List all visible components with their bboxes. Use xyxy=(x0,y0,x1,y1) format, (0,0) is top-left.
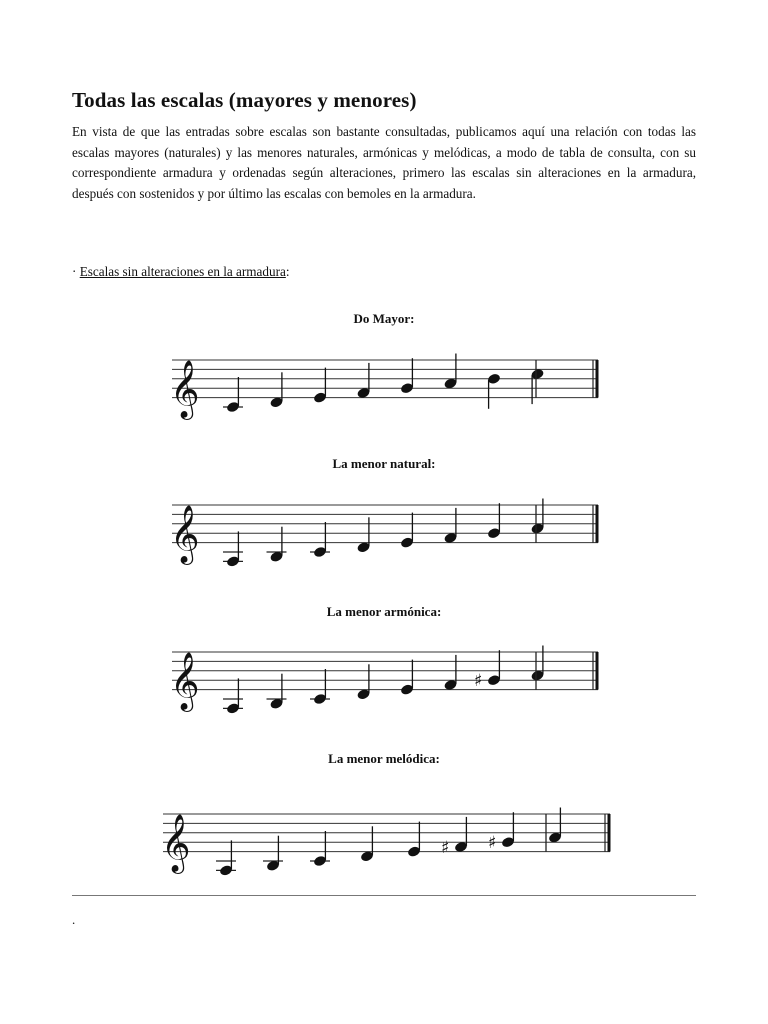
scale-title-la-menor-melodica: La menor melódica: xyxy=(328,751,440,766)
scale-title-la-menor-armonica: La menor armónica: xyxy=(326,604,442,619)
sharp-icon: ♯ xyxy=(474,671,483,692)
section-heading-link[interactable]: Escalas sin alteraciones en la armadura xyxy=(79,264,286,279)
page-title: Todas las escalas (mayores y menores) xyxy=(72,88,417,112)
sharp-icon: ♯ xyxy=(441,837,450,858)
footer-mark: . xyxy=(72,912,76,927)
intro-paragraph: En vista de que las entradas sobre escalas son bastante consultadas, publicamos aquí una relación con todas las escalas mayores (naturales) y las menores naturales, armónicas y melódicas, a modo de tabla de consulta, con su correspondiente armadura y ordenadas según alteraciones, primero las escalas sin alteraciones en la armadura, después con sostenidos y por último las escalas con bemoles en la armadura. xyxy=(72,124,696,201)
treble-clef-icon: 𝄞 xyxy=(170,504,200,563)
section-bullet: · xyxy=(72,264,77,279)
footer-divider xyxy=(72,895,696,896)
treble-clef-icon: 𝄞 xyxy=(170,651,200,710)
treble-clef-icon: 𝄞 xyxy=(170,359,200,418)
sharp-icon: ♯ xyxy=(488,833,497,854)
section-colon: : xyxy=(285,264,290,279)
scale-title-la-menor-natural: La menor natural: xyxy=(332,456,436,471)
treble-clef-icon: 𝄞 xyxy=(161,813,191,872)
scale-title-do-mayor: Do Mayor: xyxy=(353,311,415,326)
